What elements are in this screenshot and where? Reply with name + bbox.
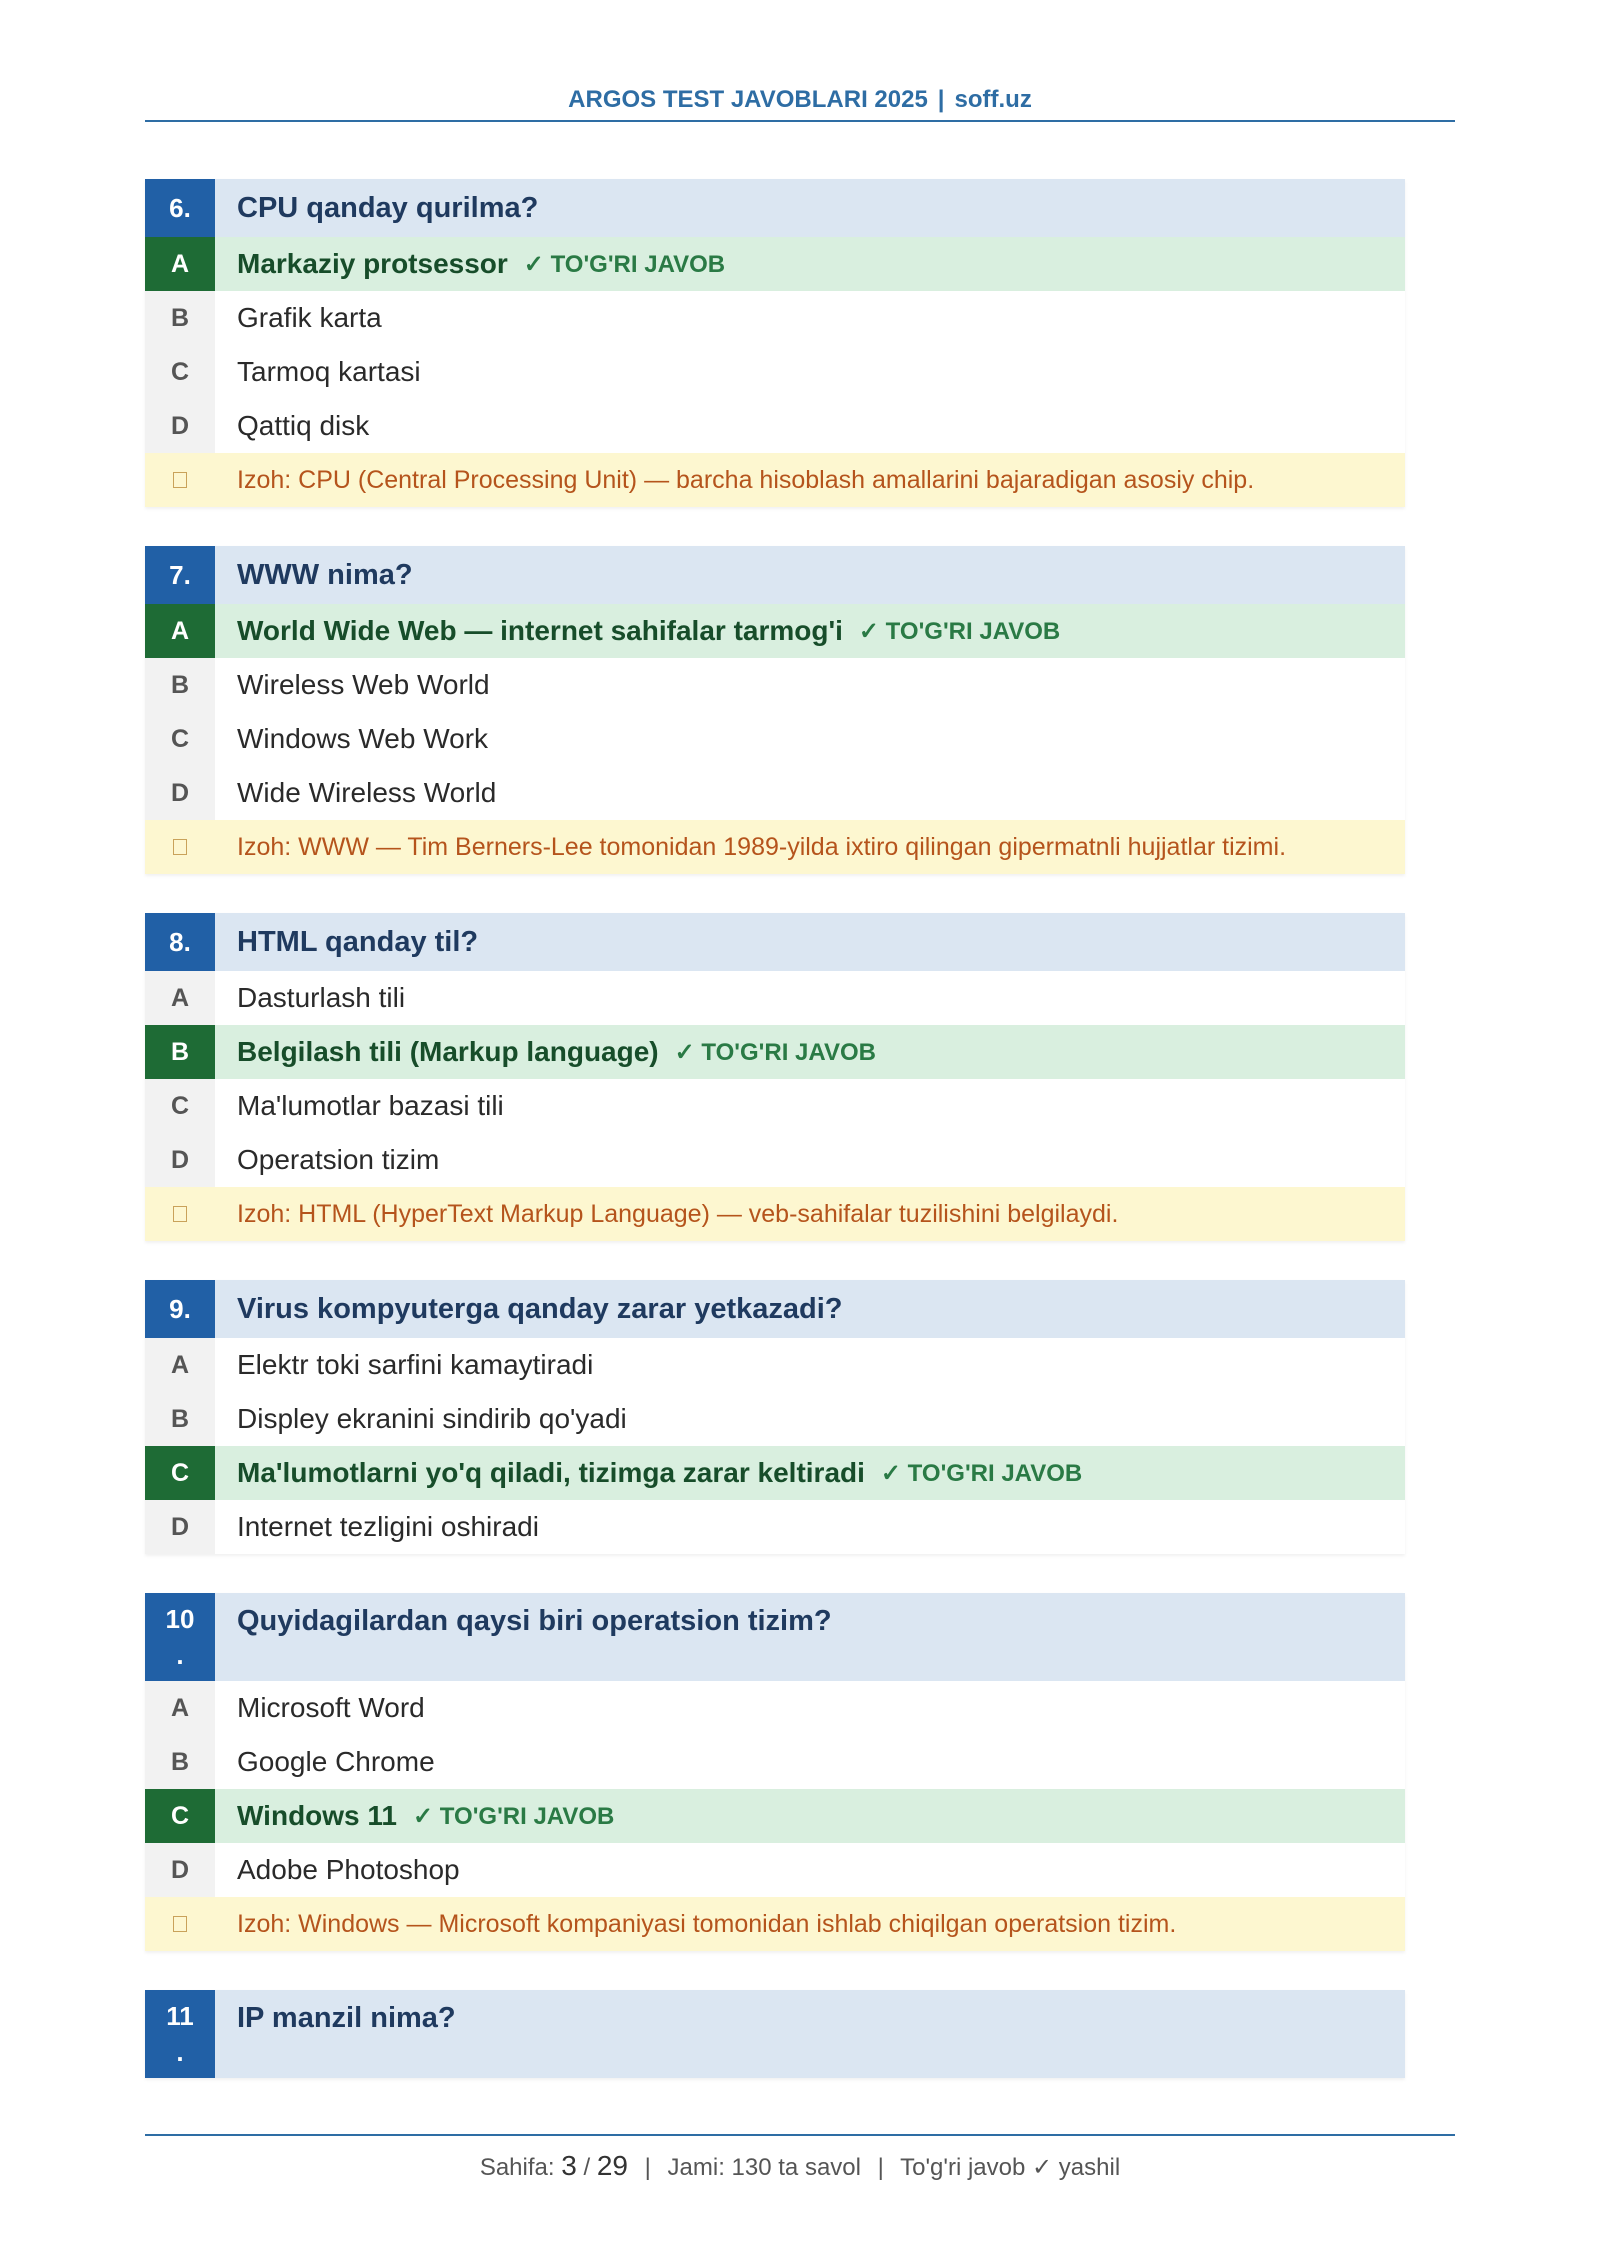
footer-legend: To'g'ri javob ✓ yashil <box>900 2154 1121 2181</box>
answer-option <box>145 1133 1405 1187</box>
question-text: WWW nima? <box>237 558 413 591</box>
option-letter: D <box>145 1843 215 1897</box>
answer-option <box>145 971 1405 1025</box>
question-card <box>145 1280 1405 1554</box>
answer-option <box>145 399 1405 453</box>
answer-option <box>145 766 1405 820</box>
answer-option <box>145 658 1405 712</box>
question-header <box>145 1280 1405 1338</box>
option-text: Qattiq disk <box>237 410 370 441</box>
option-text: Elektr toki sarfini kamaytiradi <box>237 1349 594 1380</box>
question-text: IP manzil nima? <box>237 2002 456 2034</box>
option-text-cell <box>215 399 1405 453</box>
option-letter: B <box>145 1392 215 1446</box>
option-letter: A <box>145 971 215 1025</box>
option-letter: D <box>145 399 215 453</box>
question-header <box>145 179 1405 237</box>
option-text: Operatsion tizim <box>237 1144 440 1175</box>
option-letter: B <box>145 1735 215 1789</box>
header-title: ARGOS TEST JAVOBLARI 2025 <box>568 86 928 113</box>
footer-total: Jami: 130 ta savol <box>667 2154 861 2181</box>
question-header <box>145 913 1405 971</box>
answer-option <box>145 1681 1405 1735</box>
option-text-cell <box>215 604 1405 658</box>
note-text: Izoh: HTML (HyperText Markup Language) — veb-sahifalar tuzilishini belgilaydi. <box>237 1199 1119 1228</box>
correct-answer-badge: ✓ TO'G'RI JAVOB <box>413 1802 615 1830</box>
explanation-note <box>145 1897 1405 1951</box>
answer-option-correct <box>145 1025 1405 1079</box>
answer-option <box>145 291 1405 345</box>
option-text-cell <box>215 658 1405 712</box>
option-text-cell <box>215 345 1405 399</box>
question-card <box>145 179 1405 507</box>
question-header <box>145 1990 1405 2078</box>
option-letter: A <box>145 1681 215 1735</box>
explanation-note <box>145 1187 1405 1241</box>
option-text-cell <box>215 1338 1405 1392</box>
option-text-cell <box>215 1500 1405 1554</box>
option-text: Ma'lumotlar bazasi tili <box>237 1090 504 1121</box>
header-site-link[interactable]: soff.uz <box>954 86 1032 113</box>
option-text: Tarmoq kartasi <box>237 356 421 387</box>
option-text: Grafik karta <box>237 302 382 333</box>
option-text: World Wide Web — internet sahifalar tarmog'i <box>237 615 843 646</box>
footer-page-divider: / <box>583 2154 591 2181</box>
option-letter: A <box>145 237 215 291</box>
note-text: Izoh: CPU (Central Processing Unit) — barcha hisoblash amallarini bajaradigan asosiy chip. <box>237 465 1255 494</box>
note-icon <box>145 820 215 874</box>
option-text-cell <box>215 1079 1405 1133</box>
question-header <box>145 546 1405 604</box>
option-letter: D <box>145 1500 215 1554</box>
question-text: CPU qanday qurilma? <box>237 191 539 224</box>
option-text: Belgilash tili (Markup language) <box>237 1036 659 1067</box>
footer-separator: | <box>644 2154 651 2181</box>
option-letter: C <box>145 1079 215 1133</box>
option-text: Wireless Web World <box>237 669 490 700</box>
note-icon <box>145 453 215 507</box>
option-letter: B <box>145 658 215 712</box>
question-card <box>145 1990 1405 2078</box>
option-letter: A <box>145 604 215 658</box>
question-text: Quyidagilardan qaysi biri operatsion tizim? <box>237 1605 832 1637</box>
question-number: 10 . <box>145 1593 215 1681</box>
option-text: Internet tezligini oshiradi <box>237 1511 539 1542</box>
question-card <box>145 1593 1405 1951</box>
option-letter: C <box>145 1446 215 1500</box>
answer-option-correct <box>145 604 1405 658</box>
option-text-cell <box>215 712 1405 766</box>
option-text: Wide Wireless World <box>237 777 497 808</box>
note-icon <box>145 1897 215 1951</box>
option-letter: A <box>145 1338 215 1392</box>
question-card <box>145 546 1405 874</box>
answer-option-correct <box>145 1446 1405 1500</box>
question-number: 6. <box>145 179 215 237</box>
footer-page-total: 29 <box>596 2150 628 2181</box>
option-text-cell <box>215 1735 1405 1789</box>
option-text: Displey ekranini sindirib qo'yadi <box>237 1403 627 1434</box>
option-text-cell <box>215 237 1405 291</box>
answer-option <box>145 1843 1405 1897</box>
answer-option <box>145 1735 1405 1789</box>
option-text-cell <box>215 1789 1405 1843</box>
footer-page-current: 3 <box>561 2150 577 2181</box>
answer-option <box>145 1338 1405 1392</box>
footer-page-label: Sahifa: <box>479 2154 555 2181</box>
footer-separator-2: | <box>877 2154 884 2181</box>
answer-option <box>145 1079 1405 1133</box>
explanation-note <box>145 453 1405 507</box>
option-letter: D <box>145 1133 215 1187</box>
question-number: 11 . <box>145 1990 215 2078</box>
question-number: 7. <box>145 546 215 604</box>
option-text-cell <box>215 1843 1405 1897</box>
answer-option <box>145 345 1405 399</box>
correct-answer-badge: ✓ TO'G'RI JAVOB <box>674 1038 876 1066</box>
option-text-cell <box>215 1025 1405 1079</box>
option-text-cell <box>215 1681 1405 1735</box>
page-header <box>145 86 1455 122</box>
question-text: Virus kompyuterga qanday zarar yetkazadi? <box>237 1292 843 1325</box>
correct-answer-badge: ✓ TO'G'RI JAVOB <box>523 250 726 278</box>
question-number: 9. <box>145 1280 215 1338</box>
option-text: Markaziy protsessor <box>237 248 508 279</box>
question-header <box>145 1593 1405 1681</box>
option-text: Microsoft Word <box>237 1692 425 1723</box>
option-letter: C <box>145 1789 215 1843</box>
correct-answer-badge: ✓ TO'G'RI JAVOB <box>880 1459 1083 1487</box>
note-text: Izoh: WWW — Tim Berners-Lee tomonidan 1989-yilda ixtiro qilingan gipermatnli hujjatlar tizimi. <box>237 832 1287 861</box>
correct-answer-badge: ✓ TO'G'RI JAVOB <box>858 617 1061 645</box>
explanation-note <box>145 820 1405 874</box>
option-text-cell <box>215 1392 1405 1446</box>
option-text-cell <box>215 1446 1405 1500</box>
option-text: Windows 11 <box>237 1800 398 1831</box>
question-list <box>145 179 1405 2117</box>
note-icon <box>145 1187 215 1241</box>
answer-option <box>145 1392 1405 1446</box>
option-text: Windows Web Work <box>237 723 489 754</box>
answer-option <box>145 712 1405 766</box>
option-text-cell <box>215 971 1405 1025</box>
option-letter: B <box>145 1025 215 1079</box>
option-text-cell <box>215 1133 1405 1187</box>
header-separator: | <box>937 86 945 113</box>
option-text: Dasturlash tili <box>237 982 406 1013</box>
option-letter: B <box>145 291 215 345</box>
page-footer <box>145 2134 1455 2182</box>
answer-option-correct <box>145 1789 1405 1843</box>
option-letter: C <box>145 345 215 399</box>
option-text: Ma'lumotlarni yo'q qiladi, tizimga zarar keltiradi <box>237 1457 865 1488</box>
question-number: 8. <box>145 913 215 971</box>
option-letter: D <box>145 766 215 820</box>
question-text: HTML qanday til? <box>237 925 479 958</box>
option-text: Google Chrome <box>237 1746 435 1777</box>
answer-option-correct <box>145 237 1405 291</box>
option-text-cell <box>215 766 1405 820</box>
note-text: Izoh: Windows — Microsoft kompaniyasi tomonidan ishlab chiqilgan operatsion tizim. <box>237 1909 1177 1938</box>
option-text: Adobe Photoshop <box>237 1854 460 1885</box>
option-text-cell <box>215 291 1405 345</box>
question-card <box>145 913 1405 1241</box>
answer-option <box>145 1500 1405 1554</box>
option-letter: C <box>145 712 215 766</box>
